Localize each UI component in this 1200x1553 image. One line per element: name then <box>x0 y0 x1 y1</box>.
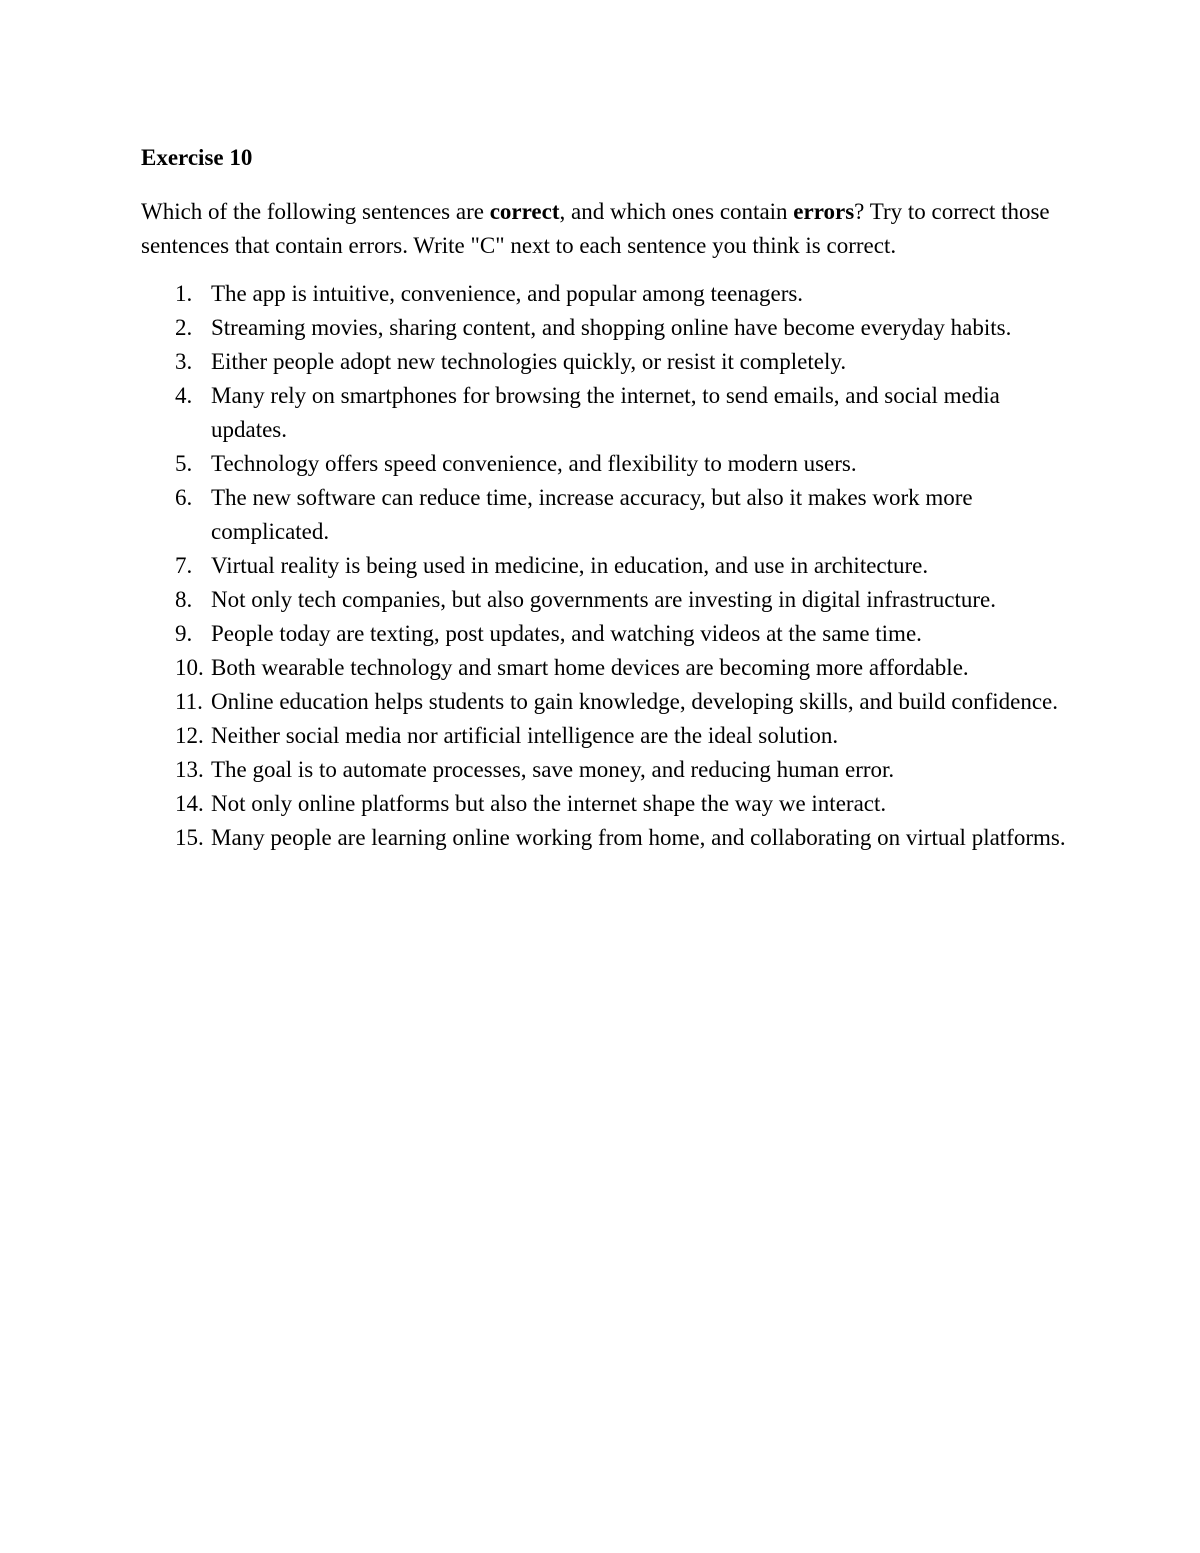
item-number: 1. <box>175 281 193 306</box>
list-item <box>141 787 1071 821</box>
instructions-text-1: Which of the following sentences are <box>141 199 490 224</box>
item-number: 6. <box>175 485 193 510</box>
item-number: 5. <box>175 451 193 476</box>
list-item <box>141 549 1071 583</box>
item-number: 11. <box>175 689 203 714</box>
item-text: Online education helps students to gain knowledge, developing skills, and build confidence. <box>211 689 1058 714</box>
item-text: Streaming movies, sharing content, and shopping online have become everyday habits. <box>211 315 1012 340</box>
document-content <box>141 143 1071 855</box>
item-number: 15. <box>175 825 204 850</box>
list-item <box>141 821 1071 855</box>
list-item <box>141 719 1071 753</box>
item-number: 2. <box>175 315 193 340</box>
item-number: 4. <box>175 383 193 408</box>
list-item <box>141 447 1071 481</box>
instructions-text-2: , and which ones contain <box>559 199 794 224</box>
list-item <box>141 753 1071 787</box>
item-text: Many rely on smartphones for browsing the internet, to send emails, and social media updates. <box>211 383 1000 442</box>
item-text: Technology offers speed convenience, and flexibility to modern users. <box>211 451 857 476</box>
item-text: Virtual reality is being used in medicine, in education, and use in architecture. <box>211 553 929 578</box>
instructions-text-3: ? Try to correct those sentences that contain errors. Write "C" next to each sentence you think is correct. <box>141 199 1050 258</box>
instructions-bold-errors: errors <box>793 199 855 224</box>
list-item <box>141 345 1071 379</box>
item-number: 10. <box>175 655 204 680</box>
item-text: Not only online platforms but also the internet shape the way we interact. <box>211 791 887 816</box>
item-number: 8. <box>175 587 193 612</box>
item-text: The app is intuitive, convenience, and popular among teenagers. <box>211 281 804 306</box>
item-text: The goal is to automate processes, save money, and reducing human error. <box>211 757 895 782</box>
item-text: Neither social media nor artificial intelligence are the ideal solution. <box>211 723 839 748</box>
item-number: 3. <box>175 349 193 374</box>
item-number: 14. <box>175 791 204 816</box>
list-item <box>141 617 1071 651</box>
item-text: Both wearable technology and smart home devices are becoming more affordable. <box>211 655 969 680</box>
item-number: 12. <box>175 723 204 748</box>
item-text: Either people adopt new technologies quickly, or resist it completely. <box>211 349 847 374</box>
item-text: Not only tech companies, but also governments are investing in digital infrastructure. <box>211 587 996 612</box>
instructions-paragraph <box>141 195 1071 263</box>
item-number: 13. <box>175 757 204 782</box>
list-item <box>141 685 1071 719</box>
exercise-title: Exercise 10 <box>141 145 253 170</box>
item-text: Many people are learning online working from home, and collaborating on virtual platforms. <box>211 825 1066 850</box>
list-item <box>141 651 1071 685</box>
list-item <box>141 481 1071 549</box>
list-item <box>141 311 1071 345</box>
item-number: 7. <box>175 553 193 578</box>
item-number: 9. <box>175 621 193 646</box>
list-item <box>141 379 1071 447</box>
sentence-list <box>141 277 1071 855</box>
item-text: People today are texting, post updates, and watching videos at the same time. <box>211 621 922 646</box>
list-item <box>141 277 1071 311</box>
instructions-bold-correct: correct <box>489 199 560 224</box>
item-text: The new software can reduce time, increase accuracy, but also it makes work more complicated. <box>211 485 973 544</box>
list-item <box>141 583 1071 617</box>
